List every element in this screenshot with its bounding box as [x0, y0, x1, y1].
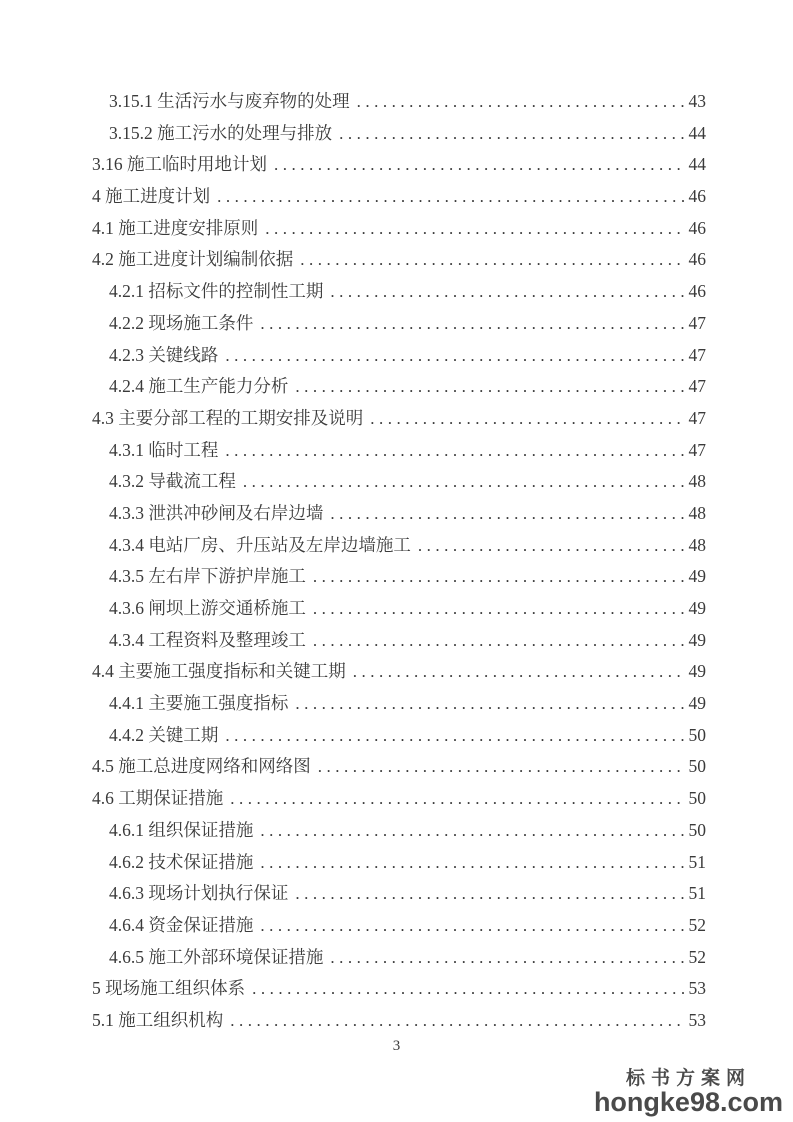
- toc-entry: [92, 753, 706, 785]
- toc-entry-title: 3.15.1 生活污水与废弃物的处理: [109, 91, 350, 111]
- dot-leader: [225, 440, 684, 461]
- dot-leader: [295, 693, 684, 714]
- dot-leader: [230, 788, 684, 809]
- dot-leader: [260, 915, 684, 936]
- toc-entry-page: 48: [688, 534, 706, 555]
- toc-entry: [92, 183, 706, 215]
- toc-entry-title: 4.2 施工进度计划编制依据: [92, 249, 294, 270]
- toc-entry-title: 4.6.1 组织保证措施: [109, 819, 254, 840]
- watermark: [594, 1069, 783, 1116]
- toc-entry-page: 53: [688, 1009, 706, 1030]
- toc-entry-page: 46: [688, 186, 706, 207]
- dot-leader: [357, 91, 685, 112]
- toc-entry-page: 47: [688, 312, 706, 333]
- toc-entry-title: 4.1 施工进度安排原则: [92, 217, 259, 238]
- toc-entry-title: 4.6.2 技术保证措施: [109, 851, 254, 872]
- toc-entry: [92, 595, 706, 627]
- dot-leader: [313, 630, 685, 651]
- toc-entry-page: 44: [688, 122, 706, 143]
- toc-entry: [92, 405, 706, 437]
- toc-entry-page: 44: [688, 154, 706, 175]
- dot-leader: [295, 883, 684, 904]
- toc-entry-title: 4.3.3 泄洪冲砂闸及右岸边墙: [109, 502, 324, 523]
- toc-entry-title: 4.3.1 临时工程: [109, 439, 219, 460]
- toc-entry: [92, 468, 706, 500]
- toc-entry: [92, 88, 706, 120]
- toc-entry: [92, 785, 706, 817]
- dot-leader: [313, 598, 685, 619]
- toc-entry-title: 3.16 施工临时用地计划: [92, 154, 267, 175]
- toc-entry: [92, 658, 706, 690]
- toc-entry: [92, 373, 706, 405]
- toc-entry-title: 4.4.2 关键工期: [109, 724, 219, 745]
- toc-entry-page: 50: [688, 756, 706, 777]
- toc-entry-title: 5 现场施工组织体系: [92, 978, 246, 999]
- toc-entry-page: 49: [688, 629, 706, 650]
- toc-entry-title: 4.3.2 导截流工程: [109, 471, 236, 492]
- dot-leader: [295, 376, 684, 397]
- toc-entry: [92, 437, 706, 469]
- toc-entry-page: 52: [688, 914, 706, 935]
- toc-entry-title: 4.6 工期保证措施: [92, 788, 224, 809]
- toc-entry: [92, 722, 706, 754]
- watermark-site-url: hongke98.com: [593, 1087, 783, 1117]
- dot-leader: [260, 313, 684, 334]
- dot-leader: [225, 345, 684, 366]
- dot-leader: [318, 756, 685, 777]
- toc-entry-page: 49: [688, 566, 706, 587]
- toc-entry-title: 4.3.6 闸坝上游交通桥施工: [109, 598, 306, 618]
- dot-leader: [330, 503, 684, 524]
- dot-leader: [243, 471, 685, 492]
- toc-entry-title: 4.5 施工总进度网络和网络图: [92, 756, 311, 777]
- toc-entry-title: 4.6.4 资金保证措施: [109, 914, 254, 935]
- toc-entry-page: 51: [688, 851, 706, 872]
- toc-entry: [92, 817, 706, 849]
- dot-leader: [370, 408, 684, 429]
- toc-entry-page: 46: [688, 217, 706, 238]
- toc-entry: [92, 690, 706, 722]
- dot-leader: [313, 566, 685, 587]
- dot-leader: [418, 535, 685, 556]
- toc-entry: [92, 975, 706, 1007]
- dot-leader: [330, 947, 684, 968]
- toc-entry-page: 49: [688, 598, 706, 618]
- toc-entry-page: 50: [688, 788, 706, 809]
- toc-entry-page: 50: [688, 724, 706, 745]
- toc-entry: [92, 215, 706, 247]
- toc-entry-title: 4.2.2 现场施工条件: [109, 312, 254, 333]
- toc-entry: [92, 532, 706, 564]
- dot-leader: [300, 249, 684, 270]
- toc-entry-page: 48: [688, 471, 706, 492]
- toc-entry-title: 3.15.2 施工污水的处理与排放: [109, 122, 333, 143]
- dot-leader: [217, 186, 684, 207]
- watermark-site-name: 标书方案网: [625, 1068, 751, 1089]
- toc-entry: [92, 912, 706, 944]
- toc-list: [92, 88, 706, 1039]
- toc-entry-title: 4.3.4 电站厂房、升压站及左岸边墙施工: [109, 534, 411, 555]
- toc-entry-title: 4.3 主要分部工程的工期安排及说明: [92, 407, 364, 428]
- toc-entry-page: 51: [688, 883, 706, 904]
- dot-leader: [274, 154, 685, 175]
- toc-entry-page: 52: [688, 946, 706, 967]
- toc-entry-page: 47: [688, 407, 706, 428]
- toc-entry-page: 48: [688, 502, 706, 523]
- toc-entry: [92, 342, 706, 374]
- dot-leader: [225, 725, 684, 746]
- dot-leader: [260, 820, 684, 841]
- toc-entry: [92, 246, 706, 278]
- toc-entry: [92, 278, 706, 310]
- dot-leader: [260, 852, 684, 873]
- dot-leader: [353, 661, 685, 682]
- toc-entry-page: 47: [688, 344, 706, 365]
- toc-entry-title: 4.4.1 主要施工强度指标: [109, 693, 289, 714]
- toc-entry-title: 4.3.4 工程资料及整理竣工: [109, 629, 306, 650]
- toc-entry: [92, 151, 706, 183]
- toc-entry: [92, 880, 706, 912]
- toc-entry-page: 49: [688, 661, 706, 682]
- toc-entry-page: 49: [688, 693, 706, 714]
- toc-entry-page: 46: [688, 249, 706, 270]
- toc-entry-title: 5.1 施工组织机构: [92, 1009, 224, 1030]
- toc-entry: [92, 944, 706, 976]
- toc-entry: [92, 563, 706, 595]
- toc-entry: [92, 849, 706, 881]
- toc-entry: [92, 627, 706, 659]
- toc-entry-title: 4.4 主要施工强度指标和关键工期: [92, 661, 346, 682]
- toc-entry-page: 43: [688, 91, 706, 111]
- toc-entry: [92, 500, 706, 532]
- toc-entry: [92, 120, 706, 152]
- dot-leader: [252, 978, 684, 999]
- toc-entry-title: 4.2.1 招标文件的控制性工期: [109, 281, 324, 302]
- toc-entry-title: 4.3.5 左右岸下游护岸施工: [109, 566, 306, 587]
- footer-page-number: 3: [392, 1038, 401, 1054]
- toc-entry-title: 4.2.4 施工生产能力分析: [109, 376, 289, 397]
- toc-entry-page: 50: [688, 819, 706, 840]
- toc-entry-page: 47: [688, 376, 706, 397]
- toc-entry-title: 4.6.5 施工外部环境保证措施: [109, 946, 324, 967]
- toc-entry-title: 4 施工进度计划: [92, 186, 211, 207]
- toc-entry-title: 4.2.3 关键线路: [109, 344, 219, 365]
- toc-entry-page: 47: [688, 439, 706, 460]
- dot-leader: [339, 123, 684, 144]
- toc-entry: [92, 310, 706, 342]
- toc-entry: [92, 1007, 706, 1039]
- dot-leader: [265, 218, 684, 239]
- dot-leader: [330, 281, 684, 302]
- toc-entry-page: 46: [688, 281, 706, 302]
- toc-entry-title: 4.6.3 现场计划执行保证: [109, 883, 289, 904]
- dot-leader: [230, 1010, 684, 1031]
- toc-entry-page: 53: [688, 978, 706, 999]
